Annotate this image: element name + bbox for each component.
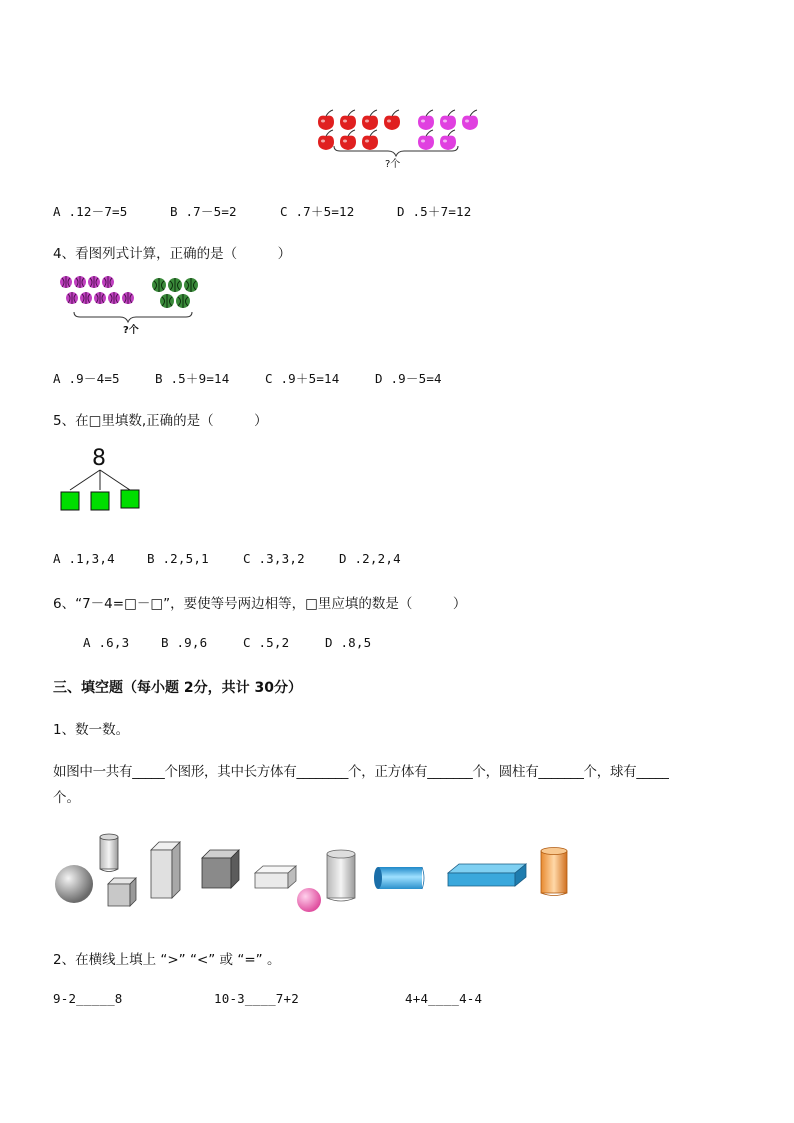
purple-melon-icon — [94, 292, 106, 304]
fill1-line1: 如图中一共有_____个图形，其中长方体有________个，正方体有_______个，圆柱有_______个，球有_____ — [53, 764, 669, 780]
small-cube-icon — [108, 878, 136, 906]
q3-option-a[interactable]: A .12－7=5 — [53, 204, 128, 219]
fill2-item-1[interactable]: 9-2_____8 — [53, 991, 123, 1006]
cube-icon — [202, 850, 239, 888]
red-apple-icon — [340, 130, 356, 150]
red-apple-icon — [384, 110, 400, 130]
q5-tree-number: 8 — [92, 446, 106, 471]
q3-option-c[interactable]: C .7＋5=12 — [280, 204, 355, 219]
q3-option-b[interactable]: B .7－5=2 — [170, 204, 237, 219]
purple-melon-icon — [66, 292, 78, 304]
q6-option-b[interactable]: B .9,6 — [161, 635, 208, 650]
pink-apple-icon — [418, 110, 434, 130]
green-melon-icon — [168, 278, 182, 292]
answer-box — [91, 492, 109, 510]
q4-option-b[interactable]: B .5＋9=14 — [155, 371, 230, 386]
q3-figure-label: ?个 — [385, 159, 401, 170]
purple-melon-icon — [88, 276, 100, 288]
fill2-item-3[interactable]: 4+4____4-4 — [405, 991, 483, 1006]
orange-cylinder-icon — [541, 848, 567, 896]
q4-options — [53, 369, 442, 387]
fill1-title: 1、数一数。 — [53, 722, 130, 738]
q6-option-c[interactable]: C .5,2 — [243, 635, 290, 650]
fill2-item-2[interactable]: 10-3____7+2 — [214, 991, 299, 1006]
purple-melon-icon — [102, 276, 114, 288]
solid-shapes-figure — [50, 828, 590, 918]
answer-box — [121, 490, 139, 508]
purple-melon-icon — [60, 276, 72, 288]
blue-cuboid-icon — [448, 864, 526, 886]
pink-apple-icon — [440, 110, 456, 130]
red-apple-icon — [340, 110, 356, 130]
pink-apple-icon — [418, 130, 434, 150]
q4-option-d[interactable]: D .9－5=4 — [375, 371, 442, 386]
q3-option-d[interactable]: D .5＋7=12 — [397, 204, 472, 219]
q4-option-c[interactable]: C .9＋5=14 — [265, 371, 340, 386]
answer-box — [61, 492, 79, 510]
gray-sphere-icon — [55, 865, 93, 903]
gray-cylinder-icon — [100, 834, 118, 872]
section-title: 三、填空题（每小题 2分，共计 30分） — [53, 680, 302, 696]
pink-apple-icon — [462, 110, 478, 130]
q4-title: 4、看图列式计算，正确的是（ ） — [53, 246, 292, 262]
q4-figure-label: ?个 — [123, 325, 139, 336]
red-apple-icon — [362, 110, 378, 130]
fill2-title: 2、在横线上填上 “>” “<” 或 “=” 。 — [53, 952, 281, 968]
q5-title: 5、在□里填数,正确的是（ ） — [53, 413, 268, 429]
green-melon-icon — [152, 278, 166, 292]
pink-apple-icon — [440, 130, 456, 150]
red-apple-icon — [318, 110, 334, 130]
gray-cylinder-icon — [327, 850, 355, 901]
q6-title: 6、“7－4=□－□”，要使等号两边相等，□里应填的数是（ ） — [53, 596, 467, 612]
q5-option-c[interactable]: C .3,3,2 — [243, 551, 305, 566]
q5-options — [53, 551, 401, 566]
q6-option-d[interactable]: D .8,5 — [325, 635, 372, 650]
tall-cuboid-icon — [151, 842, 180, 898]
red-apple-icon — [362, 130, 378, 150]
pink-ball-icon — [297, 888, 321, 912]
flat-cuboid-icon — [255, 866, 296, 888]
fill1-line2: 个。 — [53, 790, 80, 806]
green-melon-icon — [176, 294, 190, 308]
q5-option-b[interactable]: B .2,5,1 — [147, 551, 209, 566]
q5-tree-diagram — [55, 468, 145, 518]
purple-melon-icon — [122, 292, 134, 304]
q5-option-d[interactable]: D .2,2,4 — [339, 551, 401, 566]
blue-cylinder-icon — [374, 867, 424, 889]
purple-melon-icon — [108, 292, 120, 304]
green-melon-icon — [160, 294, 174, 308]
q6-options — [83, 635, 371, 650]
q3-options — [53, 202, 472, 220]
q5-option-a[interactable]: A .1,3,4 — [53, 551, 115, 566]
purple-melon-icon — [80, 292, 92, 304]
q6-option-a[interactable]: A .6,3 — [83, 635, 130, 650]
red-apple-icon — [318, 130, 334, 150]
q4-option-a[interactable]: A .9－4=5 — [53, 371, 120, 386]
purple-melon-icon — [74, 276, 86, 288]
green-melon-icon — [184, 278, 198, 292]
